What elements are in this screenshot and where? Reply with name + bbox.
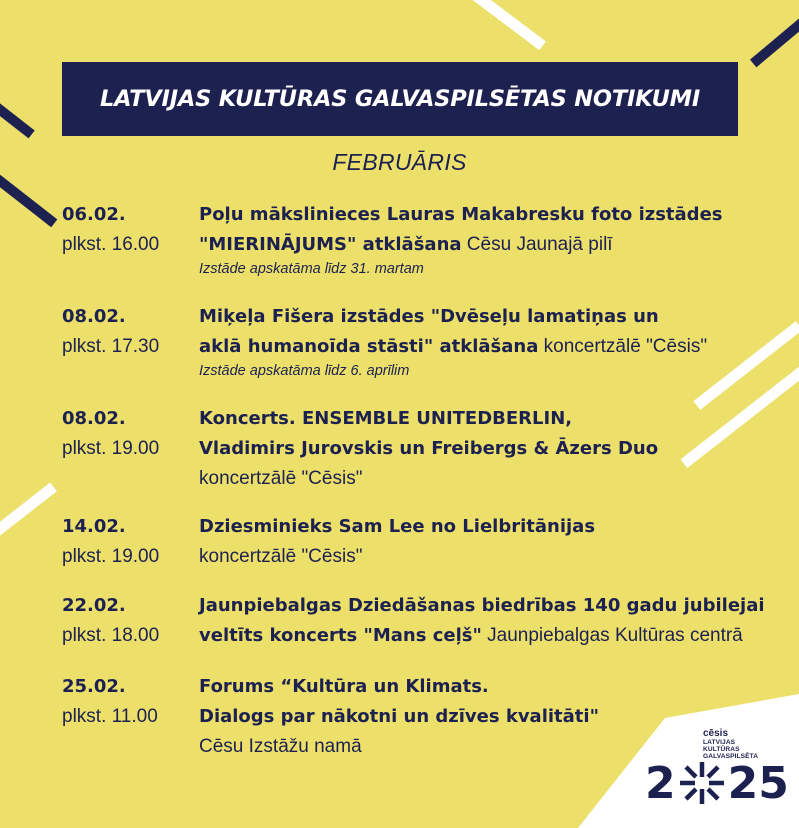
event-venue: koncertzālē "Cēsis" (538, 336, 708, 357)
event-description (199, 591, 779, 651)
event-venue: Jaunpiebalgas Kultūras centrā (481, 625, 743, 646)
event-title-line: aklā humanoīda stāsti" atklāšana (199, 336, 539, 357)
logo-line: LATVIJAS (703, 739, 736, 746)
event-time: plkst. 19.00 (62, 546, 160, 567)
event-date: 22.02. (62, 595, 126, 616)
event-note: Izstāde apskatāma līdz 31. martam (199, 261, 424, 277)
logo-year-left: 2 (645, 757, 676, 809)
event-title-line: "MIERINĀJUMS" atklāšana (199, 234, 462, 255)
event-date: 25.02. (62, 676, 126, 697)
event-title-line: Poļu mākslinieces Lauras Makabresku foto izstādes (199, 204, 723, 225)
logo-year-right: 25 (727, 757, 789, 809)
event-title-line: Dziesminieks Sam Lee no Lielbritānijas (199, 516, 596, 537)
event-description (199, 404, 779, 494)
event-date: 08.02. (62, 306, 126, 327)
event-time: plkst. 18.00 (62, 625, 160, 646)
event-title-line: Jaunpiebalgas Dziedāšanas biedrības 140 gadu jubilejai (199, 595, 765, 616)
event-venue: Cēsu Jaunajā pilī (461, 234, 613, 255)
event-venue: koncertzālē "Cēsis" (199, 546, 363, 567)
event-venue: koncertzālē "Cēsis" (199, 468, 363, 489)
event-date: 08.02. (62, 408, 126, 429)
event-time: plkst. 11.00 (62, 706, 158, 727)
asterisk-star-icon (678, 760, 726, 806)
event-title-line: Forums “Kultūra un Klimats. (199, 676, 489, 697)
event-title-line: veltīts koncerts "Mans ceļš" (199, 625, 482, 646)
month-heading: FEBRUĀRIS (332, 149, 467, 175)
event-venue: Cēsu Izstāžu namā (199, 736, 362, 757)
event-description (199, 672, 779, 762)
logo-line: KULTŪRAS (703, 746, 740, 754)
event-title-line: Miķeļa Fišera izstādes "Dvēseļu lamatiņas un (199, 306, 659, 327)
event-description (199, 512, 779, 572)
event-date: 06.02. (62, 204, 126, 225)
event-title-line: Vladimirs Jurovskis un Freibergs & Āzers Duo (199, 438, 659, 459)
event-description (199, 200, 779, 279)
event-description (199, 302, 779, 381)
event-title-line: Koncerts. ENSEMBLE UNITEDBERLIN, (199, 408, 573, 429)
event-date: 14.02. (62, 516, 126, 537)
event-time: plkst. 19.00 (62, 438, 160, 459)
event-time: plkst. 17.30 (62, 336, 160, 357)
logo-city: cēsis (703, 728, 729, 739)
event-note: Izstāde apskatāma līdz 6. aprīlim (199, 363, 410, 379)
event-time: plkst. 16.00 (62, 234, 160, 255)
cesis-2025-logo-text (703, 729, 783, 761)
logo-line: GALVASPILSĒTA (703, 753, 759, 761)
event-title-line: Dialogs par nākotni un dzīves kvalitāti" (199, 706, 599, 727)
page-title: LATVIJAS KULTŪRAS GALVASPILSĒTAS NOTIKUMI (62, 62, 738, 136)
